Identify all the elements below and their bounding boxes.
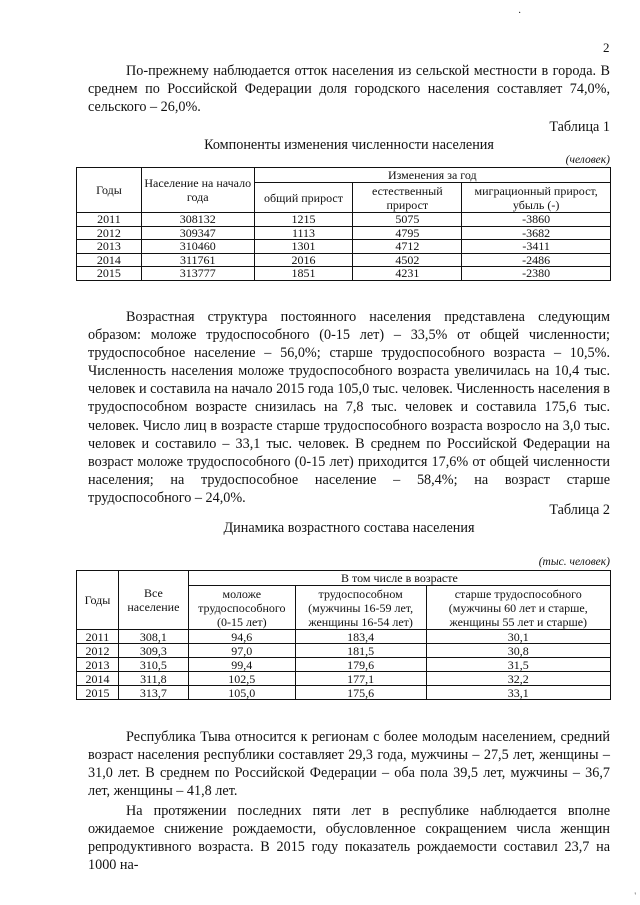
cell-young: 102,5 xyxy=(188,672,295,686)
paragraph-birth-rate: На протяжении последних пяти лет в республике наблюдается вполне ожидаемое снижение рождаемости, обусловленное сокращением числа женщин репродуктивного возраста. В 2015 году показатель рождаемости составил 23,7 на 1000 на- xyxy=(88,803,610,874)
table-row xyxy=(77,672,611,686)
header-working: трудоспособном (мужчины 16-59 лет, женщины 16-54 лет) xyxy=(295,586,426,630)
cell-pop-start: 309347 xyxy=(141,226,254,240)
cell-migration: -3411 xyxy=(462,240,611,254)
cell-total: 1851 xyxy=(254,267,353,281)
cell-migration: -3860 xyxy=(462,213,611,227)
paragraph-age-structure: Возрастная структура постоянного населения представлена следующим образом: моложе трудоспособного (0-15 лет) – 33,5% от общей численности; трудоспособное население – 56,0%; старше трудоспособного возраста – 10,5%. Численность населения моложе трудоспособного возраста увеличилась на 10,4 тыс. человек и составила на начало 2015 года 105,0 тыс. человек. Численность населения в трудоспособном возрасте снизилась на 7,8 тыс. человек и составила 175,6 тыс. человек. Число лиц в возрасте старше трудоспособного возраста возросло на 3,0 тыс. человек и составило – 33,1 тыс. человек. В среднем по Российской Федерации на возраст моложе трудоспособного (0-15 лет) приходится 17,6% от общей численности населения; на трудоспособное население – 58,4%; на возраст старше трудоспособного – 24,0%. xyxy=(88,309,610,506)
cell-young: 105,0 xyxy=(188,686,295,700)
table-row xyxy=(77,630,611,644)
table-row xyxy=(77,267,611,281)
cell-pop-start: 313777 xyxy=(141,267,254,281)
cell-year: 2013 xyxy=(77,658,119,672)
table-row xyxy=(77,240,611,254)
cell-working: 177,1 xyxy=(295,672,426,686)
header-change-group: Изменения за год xyxy=(254,168,610,183)
table1-unit: (человек) xyxy=(565,154,610,166)
cell-year: 2015 xyxy=(77,686,119,700)
cell-migration: -2486 xyxy=(462,253,611,267)
cell-year: 2015 xyxy=(77,267,142,281)
header-total-growth: общий прирост xyxy=(254,183,353,213)
cell-pop-start: 308132 xyxy=(141,213,254,227)
page-number: 2 xyxy=(603,40,610,55)
paragraph-urbanization: По-прежнему наблюдается отток населения из сельской местности в города. В среднем по Российской Федерации доля городского населения составляет 74,0%, сельского – 26,0%. xyxy=(88,63,610,116)
age-composition-table xyxy=(76,570,611,700)
cell-natural: 4502 xyxy=(353,253,462,267)
population-change-table xyxy=(76,167,611,281)
cell-young: 99,4 xyxy=(188,658,295,672)
cell-total: 308,1 xyxy=(118,630,188,644)
header-year: Годы xyxy=(77,571,119,630)
cell-total: 309,3 xyxy=(118,644,188,658)
cell-year: 2011 xyxy=(77,630,119,644)
cell-migration: -2380 xyxy=(462,267,611,281)
table-row xyxy=(77,686,611,700)
table2-unit: (тыс. человек) xyxy=(538,556,610,568)
table2-label: Таблица 2 xyxy=(549,502,610,518)
cell-old: 30,1 xyxy=(426,630,611,644)
header-old: старше трудоспособного (мужчины 60 лет и старше, женщины 55 лет и старше) xyxy=(426,586,611,630)
cell-working: 179,6 xyxy=(295,658,426,672)
cell-migration: -3682 xyxy=(462,226,611,240)
cell-old: 31,5 xyxy=(426,658,611,672)
cell-natural: 4712 xyxy=(353,240,462,254)
table-row xyxy=(77,253,611,267)
cell-young: 94,6 xyxy=(188,630,295,644)
header-age-group: В том числе в возрасте xyxy=(188,571,610,586)
cell-year: 2011 xyxy=(77,213,142,227)
cell-year: 2012 xyxy=(77,226,142,240)
cell-total: 1113 xyxy=(254,226,353,240)
cell-natural: 5075 xyxy=(353,213,462,227)
cell-year: 2012 xyxy=(77,644,119,658)
cell-total: 313,7 xyxy=(118,686,188,700)
cell-pop-start: 310460 xyxy=(141,240,254,254)
header-migration-growth: миграционный прирост, убыль (-) xyxy=(462,183,611,213)
cell-total: 311,8 xyxy=(118,672,188,686)
table-row xyxy=(77,213,611,227)
cell-natural: 4231 xyxy=(353,267,462,281)
table-row xyxy=(77,226,611,240)
header-year: Годы xyxy=(77,168,142,213)
table2-title: Динамика возрастного состава населения xyxy=(223,520,475,536)
scan-corner-mark: ' xyxy=(634,891,636,901)
header-young: моложе трудоспособного (0-15 лет) xyxy=(188,586,295,630)
cell-old: 30,8 xyxy=(426,644,611,658)
cell-pop-start: 311761 xyxy=(141,253,254,267)
cell-year: 2014 xyxy=(77,672,119,686)
table-row xyxy=(77,658,611,672)
header-natural-growth: естественный прирост xyxy=(353,183,462,213)
table1-label: Таблица 1 xyxy=(549,119,610,135)
cell-young: 97,0 xyxy=(188,644,295,658)
cell-year: 2013 xyxy=(77,240,142,254)
cell-total: 1215 xyxy=(254,213,353,227)
cell-working: 183,4 xyxy=(295,630,426,644)
header-total-pop: Все население xyxy=(118,571,188,630)
cell-total: 2016 xyxy=(254,253,353,267)
cell-total: 1301 xyxy=(254,240,353,254)
scan-dot: · xyxy=(518,8,522,19)
cell-natural: 4795 xyxy=(353,226,462,240)
cell-working: 181,5 xyxy=(295,644,426,658)
cell-old: 33,1 xyxy=(426,686,611,700)
cell-working: 175,6 xyxy=(295,686,426,700)
header-pop-start: Население на начало года xyxy=(141,168,254,213)
cell-total: 310,5 xyxy=(118,658,188,672)
table1-title: Компоненты изменения численности населения xyxy=(204,137,494,153)
paragraph-median-age: Республика Тыва относится к регионам с более молодым населением, средний возраст населения республики составляет 29,3 года, мужчины – 27,5 лет, женщины – 31,0 лет. В среднем по Российской Федерации – оба пола 39,5 лет, мужчины – 36,7 лет, женщины – 41,8 лет. xyxy=(88,729,610,800)
table-row xyxy=(77,644,611,658)
cell-old: 32,2 xyxy=(426,672,611,686)
cell-year: 2014 xyxy=(77,253,142,267)
